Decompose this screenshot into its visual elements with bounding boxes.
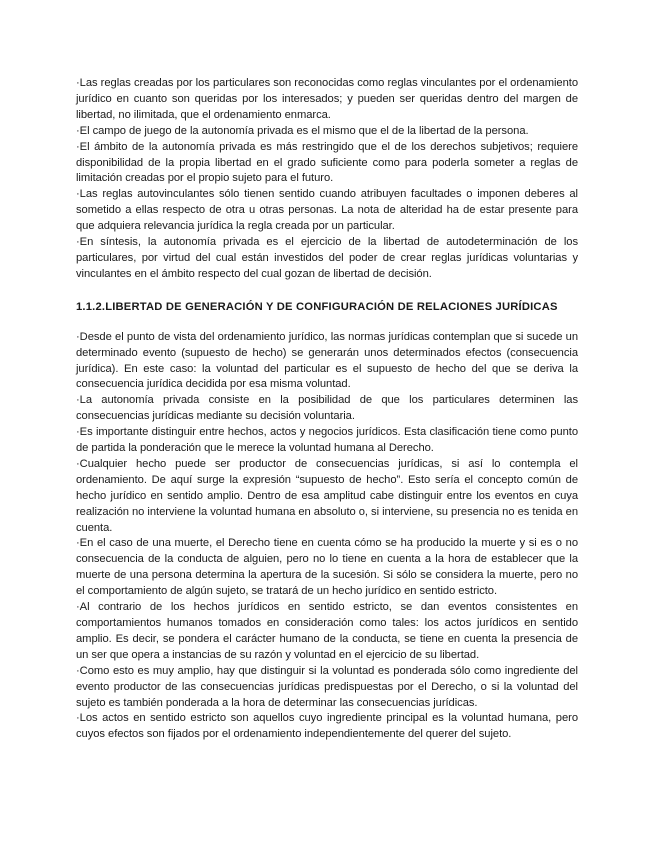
paragraph: ·Al contrario de los hechos jurídicos en sentido estricto, se dan eventos consistentes en comportamientos humanos tomados en consideración como tales: los actos jurídicos en sentido amplio. Es decir, se pondera el carácter humano de la conducta, se tiene en cuenta la presencia de un ser que opera a instancias de su razón y voluntad en el ejercicio de su libertad.: [76, 601, 578, 661]
paragraph: ·Desde el punto de vista del ordenamiento jurídico, las normas jurídicas contemplan que si sucede un determinado evento (supuesto de hecho) se generarán unos determinados efectos (consecuencia jurídica). En este caso: la voluntad del particular es el supuesto de hecho del que se deriva la consecuencia jurídica decidida por esa misma voluntad.: [76, 330, 578, 391]
document-page: [76, 76, 578, 743]
section-heading: 1.1.2.LIBERTAD DE GENERACIÓN Y DE CONFIGURACIÓN DE RELACIONES JURÍDICAS: [76, 300, 558, 313]
paragraph: ·Como esto es muy amplio, hay que distinguir si la voluntad es ponderada sólo como ingrediente del evento productor de las consecuencias jurídicas predispuestas por el Derecho, o si la voluntad del sujeto es también ponderada a la hora de determinar las consecuencias jurídicas.: [76, 664, 578, 709]
paragraph: ·Es importante distinguir entre hechos, actos y negocios jurídicos. Esta clasificación tiene como punto de partida la ponderación que le merece la voluntad humana al Derecho.: [76, 426, 578, 455]
section-block: [76, 330, 578, 744]
paragraph: ·La autonomía privada consiste en la posibilidad de que los particulares determinen las consecuencias jurídicas mediante su decisión voluntaria.: [76, 394, 578, 423]
paragraph: ·El ámbito de la autonomía privada es más restringido que el de los derechos subjetivos; requiere disponibilidad de la propia libertad en el grado suficiente como para poderla someter a reglas de limitación creadas por el propio sujeto para el futuro.: [76, 140, 578, 185]
paragraph: ·Los actos en sentido estricto son aquellos cuyo ingrediente principal es la voluntad humana, pero cuyos efectos son fijados por el ordenamiento independientemente del querer del sujeto.: [76, 712, 578, 741]
paragraph: ·Las reglas creadas por los particulares son reconocidas como reglas vinculantes por el ordenamiento jurídico en cuanto son queridas por los interesados; y pueden ser queridas dentro del margen de libertad, no ilimitada, que el ordenamiento enmarca.: [76, 77, 578, 121]
paragraph: ·El campo de juego de la autonomía privada es el mismo que el de la libertad de la persona.: [76, 124, 529, 137]
intro-block: [76, 76, 578, 283]
paragraph: ·Cualquier hecho puede ser productor de consecuencias jurídicas, si así lo contempla el ordenamiento. De aquí surge la expresión “supuesto de hecho”. Esto sería el concepto común de hecho jurídico en sentido amplio. Dentro de esa amplitud cabe distinguir entre los eventos en cuya realización no interviene la voluntad humana en absoluto o, si interviene, su presencia no es tenida en cuenta.: [76, 457, 578, 534]
paragraph: ·En síntesis, la autonomía privada es el ejercicio de la libertad de autodeterminación de los particulares, por virtud del cual están investidos del poder de crear reglas jurídicas voluntarias y vinculantes en el ámbito respecto del cual gozan de libertad de decisión.: [76, 236, 578, 280]
paragraph: ·En el caso de una muerte, el Derecho tiene en cuenta cómo se ha producido la muerte y si es o no consecuencia de la conducta de alguien, pero no lo tiene en cuenta a la hora de establecer que la muerte de una persona determina la apertura de la sucesión. Si sólo se considera la muerte, pero no el comportamiento de algún sujeto, se tratará de un hecho jurídico en sentido estricto.: [76, 537, 578, 598]
paragraph: ·Las reglas autovinculantes sólo tienen sentido cuando atribuyen facultades o imponen deberes al sometido a ellas respecto de otra u otras personas. La nota de alteridad ha de estar presente para que adquiera relevancia jurídica la regla creada por un particular.: [76, 188, 578, 233]
